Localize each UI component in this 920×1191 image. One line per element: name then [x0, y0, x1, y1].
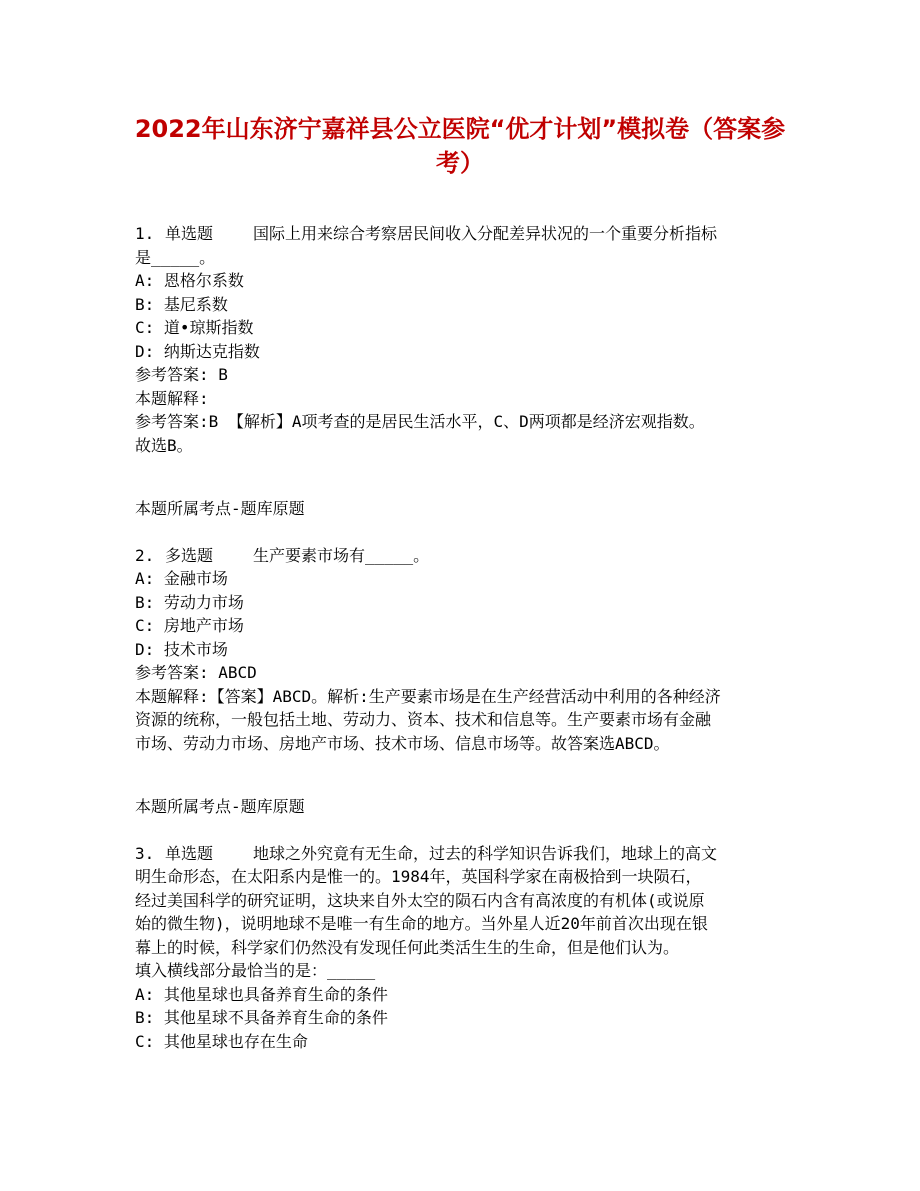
question-1 — [135, 222, 795, 521]
option-d: D: 纳斯达克指数 — [135, 341, 260, 361]
explanation-line: 故选B。 — [135, 435, 193, 455]
option-a: A: 恩格尔系数 — [135, 271, 244, 290]
option-a: A: 其他星球也具备养育生命的条件 — [135, 984, 388, 1004]
topic-tag: 本题所属考点-题库原题 — [135, 797, 305, 816]
question-number: 2. — [135, 545, 155, 565]
question-type: 单选题 — [165, 224, 214, 243]
explanation-line: 市场、劳动力市场、房地产市场、技术市场、信息市场等。故答案选ABCD。 — [135, 733, 670, 753]
question-list — [135, 222, 795, 1053]
question-stem-line: 幕上的时候，科学家们仍然没有发现任何此类活生生的生命，但是他们认为。 — [135, 937, 680, 957]
question-2 — [135, 544, 795, 819]
question-type: 单选题 — [165, 843, 214, 863]
option-a: A: 金融市场 — [135, 569, 228, 588]
question-header — [135, 842, 795, 866]
question-stem: 国际上用来综合考察居民间收入分配差异状况的一个重要分析指标 — [253, 224, 718, 243]
question-stem-line: 明生命形态，在太阳系内是惟一的。1984年，英国科学家在南极拾到一块陨石， — [135, 867, 702, 886]
reference-answer: 参考答案: B — [135, 365, 228, 384]
question-header — [135, 222, 795, 246]
option-b: B: 劳动力市场 — [135, 592, 244, 612]
option-c: C: 道•琼斯指数 — [135, 318, 254, 337]
question-number: 1. — [135, 224, 155, 243]
page-title: 2022年山东济宁嘉祥县公立医院“优才计划”模拟卷（答案参考） — [134, 115, 786, 177]
option-c: C: 房地产市场 — [135, 616, 244, 635]
question-stem-line: 是_____。 — [135, 247, 216, 267]
explanation-line: 参考答案:B 【解析】A项考查的是居民生活水平，C、D两项都是经济宏观指数。 — [135, 412, 705, 431]
question-stem-line: 始的微生物)，说明地球不是唯一有生命的地方。当外星人近20年前首次出现在银 — [135, 914, 708, 933]
question-3 — [135, 842, 795, 1054]
option-c: C: 其他星球也存在生命 — [135, 1031, 308, 1051]
explanation-line: 资源的统称，一般包括土地、劳动力、资本、技术和信息等。生产要素市场有金融 — [135, 710, 712, 729]
reference-answer: 参考答案: ABCD — [135, 663, 257, 682]
explanation-label: 本题解释: — [135, 388, 209, 408]
question-stem-line: 经过美国科学的研究证明，这块来自外太空的陨石内含有高浓度的有机体(或说原 — [135, 890, 705, 910]
option-b: B: 基尼系数 — [135, 294, 228, 314]
question-prompt: 填入横线部分最恰当的是：_____ — [135, 961, 376, 980]
explanation-line: 本题解释:【答案】ABCD。解析:生产要素市场是在生产经营活动中利用的各种经济 — [135, 686, 721, 706]
question-type: 多选题 — [165, 545, 214, 565]
option-b: B: 其他星球不具备养育生命的条件 — [135, 1008, 388, 1027]
option-d: D: 技术市场 — [135, 639, 228, 659]
question-stem: 地球之外究竟有无生命，过去的科学知识告诉我们，地球上的高文 — [253, 843, 718, 863]
topic-tag: 本题所属考点-题库原题 — [135, 499, 305, 518]
question-stem: 生产要素市场有_____。 — [253, 545, 430, 565]
question-header — [135, 544, 795, 568]
question-number: 3. — [135, 843, 155, 863]
